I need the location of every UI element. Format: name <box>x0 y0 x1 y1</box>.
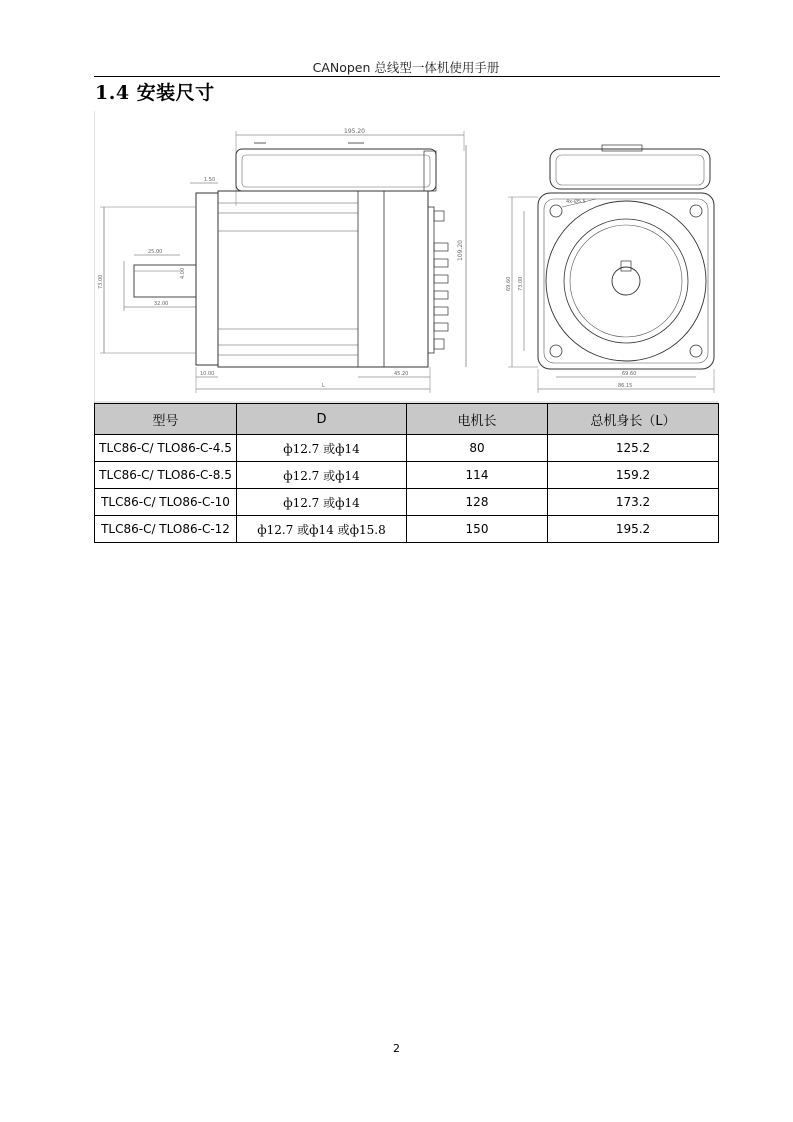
page-number: 2 <box>393 1042 400 1055</box>
table-row <box>95 516 719 543</box>
header-model: 型号 <box>95 404 237 435</box>
header-diameter: D <box>237 404 407 435</box>
dim-shaft-length: 32.00 <box>154 301 169 307</box>
dim-flange-offset: 10.00 <box>200 371 215 377</box>
cell-model: TLC86-C/ TLO86-C-10 <box>95 489 237 516</box>
cell-total-length: 195.2 <box>548 516 719 543</box>
dimension-table <box>94 403 719 543</box>
page-header: CANopen 总线型一体机使用手册 <box>312 60 500 75</box>
side-view <box>98 128 466 393</box>
cell-motor-length: 150 <box>407 516 548 543</box>
dim-total-length: 195.20 <box>344 128 365 135</box>
table-row <box>95 462 719 489</box>
cell-diameter: ф12.7 或ф14 <box>237 462 407 489</box>
cell-total-length: 125.2 <box>548 435 719 462</box>
table-row <box>95 489 719 516</box>
cell-motor-length: 80 <box>407 435 548 462</box>
section-title: 1.4 安装尺寸 <box>95 82 215 104</box>
cell-motor-length: 128 <box>407 489 548 516</box>
dim-key-length: 25.00 <box>148 249 163 255</box>
mounting-dimension-drawing <box>94 111 718 403</box>
cell-model: TLC86-C/ TLO86-C-8.5 <box>95 462 237 489</box>
dim-hole-spacing-h: 69.60 <box>622 371 637 377</box>
dim-flange-size: 86.15 <box>618 383 633 389</box>
dim-height-total: 109.20 <box>457 240 464 261</box>
front-view <box>506 145 714 393</box>
dim-hole-spec: 4x-Ø5.5 <box>566 199 586 205</box>
header-rule <box>94 76 720 77</box>
header-total-length: 总机身长（L） <box>548 404 719 435</box>
header-motor-length: 电机长 <box>407 404 548 435</box>
cell-diameter: ф12.7 或ф14 <box>237 489 407 516</box>
dim-pilot-dia: 73.00 <box>518 276 524 291</box>
dim-length-label: L <box>322 383 325 389</box>
cell-motor-length: 114 <box>407 462 548 489</box>
table-header-row <box>95 404 719 435</box>
dim-flange-thickness: 1.50 <box>204 177 216 183</box>
dim-hole-spacing-v: 69.60 <box>506 276 512 291</box>
cell-diameter: ф12.7 或ф14 或ф15.8 <box>237 516 407 543</box>
cell-total-length: 173.2 <box>548 489 719 516</box>
cell-model: TLC86-C/ TLO86-C-12 <box>95 516 237 543</box>
cell-diameter: ф12.7 或ф14 <box>237 435 407 462</box>
dim-rear-length: 45.20 <box>394 371 409 377</box>
cell-model: TLC86-C/ TLO86-C-4.5 <box>95 435 237 462</box>
dim-shaft-diameter: 73.00 <box>98 274 104 289</box>
cell-total-length: 159.2 <box>548 462 719 489</box>
dim-key-height: 4.00 <box>180 267 186 279</box>
table-row <box>95 435 719 462</box>
